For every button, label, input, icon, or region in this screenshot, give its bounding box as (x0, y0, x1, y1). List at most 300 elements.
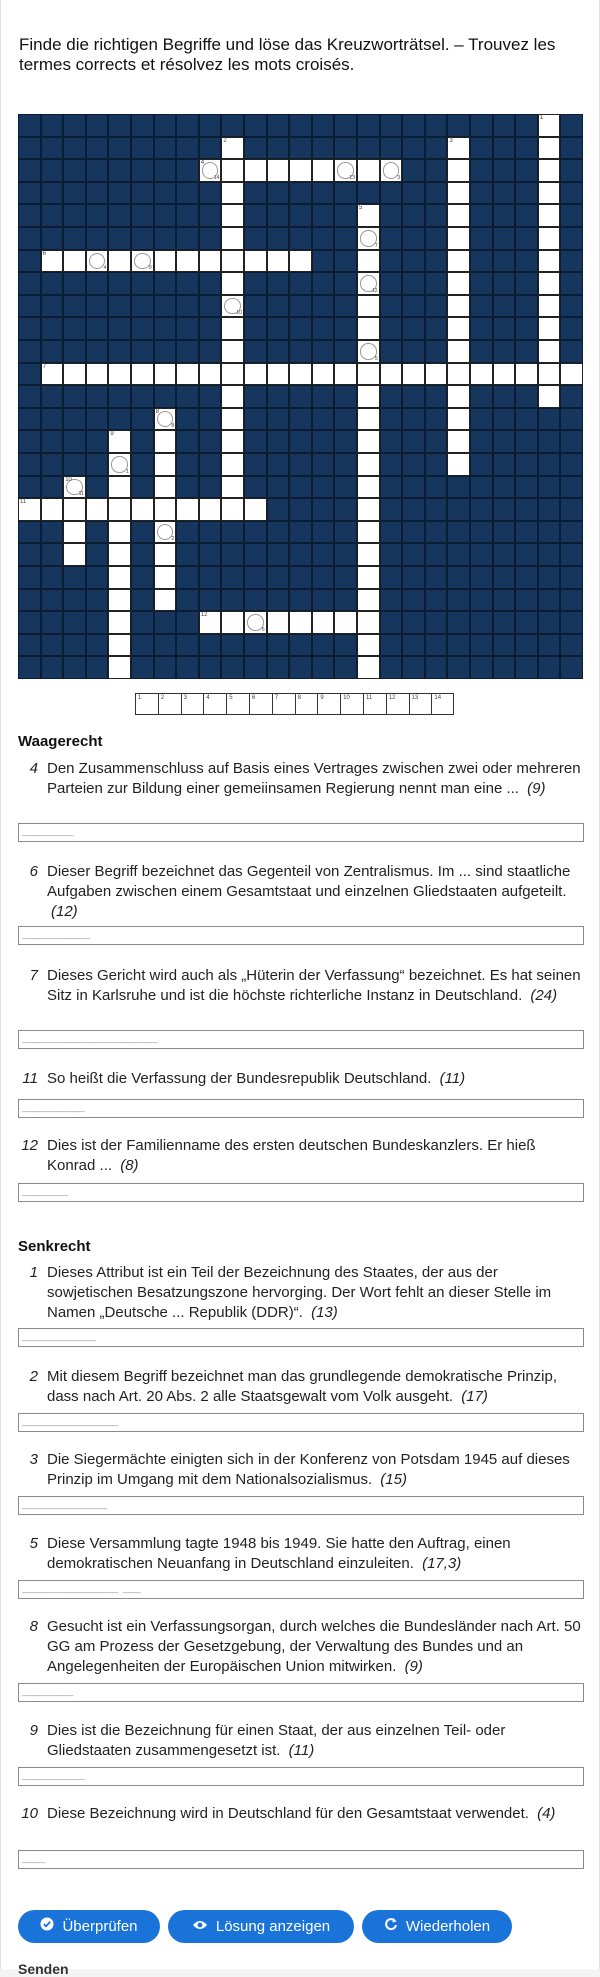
grid-cell-blocked (402, 611, 425, 634)
grid-cell-input[interactable] (289, 250, 312, 273)
grid-cell-input[interactable] (244, 498, 267, 521)
grid-cell-blocked (244, 566, 267, 589)
grid-cell-blocked (289, 430, 312, 453)
grid-cell-input[interactable] (357, 227, 380, 250)
grid-cell-input[interactable] (221, 204, 244, 227)
grid-cell-input[interactable] (357, 543, 380, 566)
grid-cell-input[interactable] (357, 250, 380, 273)
grid-cell-input[interactable] (108, 611, 131, 634)
clue-length: (9) (404, 1658, 423, 1675)
grid-cell-input[interactable] (493, 363, 516, 386)
grid-cell-input[interactable] (108, 476, 131, 499)
grid-cell-blocked (199, 137, 222, 160)
clue-item (18, 1263, 584, 1344)
solution-box[interactable] (272, 693, 295, 715)
grid-cell-input[interactable] (244, 159, 267, 182)
grid-cell-blocked (176, 340, 199, 363)
grid-cell-blocked (63, 295, 86, 318)
clue-number: 12 (21, 1137, 38, 1154)
grid-cell-blocked (538, 430, 561, 453)
grid-cell-blocked (425, 498, 448, 521)
grid-cell-input[interactable] (176, 250, 199, 273)
grid-cell-input[interactable] (447, 227, 470, 250)
answer-placeholder: ____________ (22, 930, 90, 942)
grid-cell-input[interactable] (447, 204, 470, 227)
grid-cell-blocked (86, 611, 109, 634)
grid-cell-blocked (199, 295, 222, 318)
grid-cell-input[interactable] (154, 250, 177, 273)
solution-box-number: 7 (274, 695, 279, 701)
grid-cell-input[interactable] (538, 137, 561, 160)
grid-cell-blocked (18, 272, 41, 295)
grid-cell-input[interactable] (538, 272, 561, 295)
grid-cell-input[interactable] (357, 566, 380, 589)
grid-cell-input[interactable] (447, 363, 470, 386)
grid-cell-input[interactable] (108, 589, 131, 612)
grid-cell-input[interactable] (538, 295, 561, 318)
grid-cell-input[interactable] (380, 159, 403, 182)
grid-cell-input[interactable] (267, 363, 290, 386)
grid-cell-input[interactable] (470, 363, 493, 386)
grid-cell-input[interactable] (86, 250, 109, 273)
grid-cell-blocked (402, 498, 425, 521)
grid-cell-input[interactable] (357, 611, 380, 634)
grid-cell-blocked (154, 295, 177, 318)
grid-cell-blocked (538, 589, 561, 612)
grid-cell-input[interactable] (357, 521, 380, 544)
grid-cell-input[interactable] (425, 363, 448, 386)
answer-input[interactable] (18, 1767, 584, 1786)
answer-input[interactable] (18, 1580, 584, 1599)
grid-cell-input[interactable] (221, 272, 244, 295)
clue-text (47, 862, 584, 922)
grid-cell-input[interactable] (176, 498, 199, 521)
grid-cell-input[interactable] (63, 476, 86, 499)
grid-cell-blocked (334, 340, 357, 363)
grid-cell-input[interactable] (357, 634, 380, 657)
grid-cell-blocked (267, 227, 290, 250)
answer-input[interactable] (18, 823, 584, 842)
grid-cell-input[interactable] (154, 498, 177, 521)
grid-cell-input[interactable] (447, 250, 470, 273)
grid-cell-blocked (470, 656, 493, 679)
grid-cell-blocked (221, 634, 244, 657)
grid-cell-input[interactable] (357, 317, 380, 340)
grid-cell-input[interactable] (447, 317, 470, 340)
grid-cell-blocked (402, 385, 425, 408)
grid-cell-blocked (18, 476, 41, 499)
grid-cell-input[interactable] (221, 430, 244, 453)
grid-cell-input[interactable] (447, 340, 470, 363)
grid-cell-blocked (176, 272, 199, 295)
grid-cell-input[interactable] (244, 250, 267, 273)
grid-cell-blocked (63, 204, 86, 227)
grid-cell-input[interactable] (357, 340, 380, 363)
grid-cell-input[interactable] (221, 137, 244, 160)
grid-cell-blocked (538, 498, 561, 521)
grid-cell-input[interactable] (154, 543, 177, 566)
solution-box[interactable] (295, 693, 318, 715)
grid-cell-input[interactable] (199, 159, 222, 182)
grid-cell-blocked (560, 385, 583, 408)
grid-cell-blocked (267, 340, 290, 363)
grid-cell-blocked (108, 204, 131, 227)
answer-placeholder: ________________________ (22, 1034, 157, 1046)
grid-cell-input[interactable] (199, 611, 222, 634)
grid-cell-blocked (176, 543, 199, 566)
grid-cell-blocked (560, 611, 583, 634)
solution-box[interactable] (249, 693, 272, 715)
grid-cell-blocked (18, 204, 41, 227)
solution-box-number: 5 (229, 695, 233, 701)
grid-cell-blocked (267, 182, 290, 205)
grid-cell-blocked (18, 340, 41, 363)
grid-cell-input[interactable] (86, 363, 109, 386)
clue-number: 4 (200, 160, 205, 167)
grid-cell-input[interactable] (199, 363, 222, 386)
grid-cell-blocked (244, 182, 267, 205)
grid-cell-input[interactable] (447, 137, 470, 160)
grid-cell-blocked (63, 453, 86, 476)
grid-cell-input[interactable] (221, 453, 244, 476)
clue-number: 8 (29, 1618, 38, 1635)
grid-cell-blocked (244, 656, 267, 679)
grid-cell-blocked (289, 476, 312, 499)
grid-cell-input[interactable] (267, 611, 290, 634)
grid-cell-input[interactable] (154, 453, 177, 476)
grid-cell-input[interactable] (357, 272, 380, 295)
grid-cell-blocked (493, 114, 516, 137)
grid-cell-input[interactable] (312, 611, 335, 634)
grid-cell-blocked (86, 408, 109, 431)
grid-cell-blocked (425, 114, 448, 137)
grid-cell-blocked (18, 543, 41, 566)
answer-input[interactable] (18, 1850, 584, 1869)
grid-cell-blocked (221, 521, 244, 544)
grid-cell-input[interactable] (154, 363, 177, 386)
grid-cell-input[interactable] (41, 363, 64, 386)
grid-cell-blocked (63, 634, 86, 657)
grid-cell-input[interactable] (447, 295, 470, 318)
grid-cell-blocked (515, 227, 538, 250)
grid-cell-blocked (425, 385, 448, 408)
answer-input[interactable] (18, 1183, 584, 1202)
grid-cell-input[interactable] (86, 498, 109, 521)
clue-length: (12) (51, 903, 78, 920)
grid-cell-blocked (86, 204, 109, 227)
grid-cell-input[interactable] (267, 250, 290, 273)
solution-box-number: 11 (365, 695, 373, 701)
grid-cell-blocked (380, 340, 403, 363)
clue-number: 10 (21, 1805, 38, 1822)
grid-cell-input[interactable] (244, 611, 267, 634)
clue-length: (9) (527, 780, 546, 797)
grid-cell-input[interactable] (538, 317, 561, 340)
grid-cell-input[interactable] (538, 250, 561, 273)
grid-cell-input[interactable] (402, 363, 425, 386)
grid-cell-input[interactable] (334, 159, 357, 182)
clue-length: (24) (530, 987, 558, 1004)
grid-cell-blocked (493, 340, 516, 363)
grid-cell-blocked (244, 272, 267, 295)
grid-cell-input[interactable] (176, 363, 199, 386)
grid-cell-input[interactable] (154, 589, 177, 612)
grid-cell-input[interactable] (357, 498, 380, 521)
grid-cell-input[interactable] (131, 363, 154, 386)
grid-cell-input[interactable] (357, 385, 380, 408)
grid-cell-blocked (199, 408, 222, 431)
grid-cell-blocked (560, 204, 583, 227)
grid-cell-input[interactable] (312, 363, 335, 386)
grid-cell-input[interactable] (221, 317, 244, 340)
grid-cell-input[interactable] (357, 363, 380, 386)
grid-cell-blocked (41, 611, 64, 634)
grid-cell-input[interactable] (447, 453, 470, 476)
clue-item (18, 759, 584, 839)
grid-cell-input[interactable] (357, 476, 380, 499)
grid-cell-input[interactable] (538, 227, 561, 250)
grid-cell-input[interactable] (289, 159, 312, 182)
grid-cell-blocked (267, 656, 290, 679)
solution-box[interactable] (158, 693, 181, 715)
grid-cell-blocked (560, 159, 583, 182)
grid-cell-input[interactable] (221, 159, 244, 182)
grid-cell-input[interactable] (357, 204, 380, 227)
grid-cell-input[interactable] (447, 272, 470, 295)
grid-cell-blocked (199, 476, 222, 499)
solution-box[interactable] (317, 693, 340, 715)
solution-box[interactable] (135, 693, 158, 715)
grid-cell-input[interactable] (380, 363, 403, 386)
grid-cell-blocked (221, 543, 244, 566)
grid-cell-blocked (267, 476, 290, 499)
grid-cell-blocked (267, 453, 290, 476)
grid-cell-blocked (515, 634, 538, 657)
grid-cell-blocked (470, 453, 493, 476)
grid-cell-input[interactable] (515, 363, 538, 386)
grid-cell-blocked (470, 317, 493, 340)
grid-cell-input[interactable] (221, 476, 244, 499)
grid-cell-input[interactable] (41, 498, 64, 521)
solution-box-number: 6 (251, 695, 256, 701)
grid-cell-blocked (334, 204, 357, 227)
grid-cell-blocked (41, 634, 64, 657)
grid-cell-input[interactable] (108, 363, 131, 386)
check-button[interactable] (18, 1910, 160, 1943)
clue-number: 1 (29, 1264, 38, 1281)
solution-letter-number: 1 (126, 468, 129, 475)
grid-cell-input[interactable] (108, 521, 131, 544)
grid-cell-blocked (41, 430, 64, 453)
grid-cell-blocked (244, 385, 267, 408)
solution-box[interactable] (409, 693, 432, 715)
solution-box[interactable] (181, 693, 204, 715)
clue-number: 8 (155, 408, 159, 415)
grid-cell-input[interactable] (538, 363, 561, 386)
grid-cell-input[interactable] (538, 114, 561, 137)
grid-cell-blocked (18, 566, 41, 589)
grid-cell-blocked (470, 408, 493, 431)
grid-cell-blocked (402, 566, 425, 589)
solution-box[interactable] (431, 693, 454, 715)
grid-cell-input[interactable] (221, 385, 244, 408)
grid-cell-input[interactable] (199, 250, 222, 273)
grid-cell-input[interactable] (154, 430, 177, 453)
grid-cell-blocked (470, 611, 493, 634)
grid-cell-input[interactable] (289, 363, 312, 386)
grid-cell-blocked (380, 566, 403, 589)
solution-box[interactable] (386, 693, 409, 715)
grid-cell-blocked (334, 566, 357, 589)
grid-cell-blocked (176, 137, 199, 160)
grid-cell-input[interactable] (289, 611, 312, 634)
grid-cell-input[interactable] (221, 227, 244, 250)
grid-cell-input[interactable] (131, 498, 154, 521)
grid-cell-blocked (199, 385, 222, 408)
grid-cell-input[interactable] (108, 430, 131, 453)
grid-cell-input[interactable] (41, 250, 64, 273)
grid-cell-input[interactable] (357, 656, 380, 679)
grid-cell-input[interactable] (447, 159, 470, 182)
grid-cell-blocked (86, 227, 109, 250)
grid-cell-input[interactable] (221, 363, 244, 386)
grid-cell-input[interactable] (154, 476, 177, 499)
grid-cell-input[interactable] (357, 589, 380, 612)
clue-description: Diese Bezeichnung wird in Deutschland für den Gesamtstaat verwendet. (47, 1805, 534, 1822)
grid-cell-blocked (493, 589, 516, 612)
grid-cell-blocked (154, 137, 177, 160)
solution-box[interactable] (226, 693, 249, 715)
grid-cell-input[interactable] (538, 159, 561, 182)
grid-cell-input[interactable] (221, 295, 244, 318)
grid-cell-input[interactable] (334, 611, 357, 634)
show-solution-button[interactable] (168, 1910, 354, 1943)
grid-cell-input[interactable] (108, 498, 131, 521)
grid-cell-blocked (470, 589, 493, 612)
grid-cell-input[interactable] (108, 453, 131, 476)
grid-cell-input[interactable] (221, 340, 244, 363)
grid-cell-blocked (18, 521, 41, 544)
answer-input[interactable] (18, 1496, 584, 1515)
grid-cell-input[interactable] (357, 159, 380, 182)
clue-length: (13) (311, 1304, 338, 1321)
solution-box[interactable] (340, 693, 363, 715)
grid-cell-input[interactable] (154, 521, 177, 544)
clue-description: Diese Versammlung tagte 1948 bis 1949. Sie hatte den Auftrag, einen demokratischen Neuanfang in Deutschland einzuleiten. (47, 1535, 511, 1572)
clue-number: 1 (539, 115, 544, 121)
grid-cell-input[interactable] (538, 340, 561, 363)
grid-cell-input[interactable] (221, 250, 244, 273)
grid-cell-input[interactable] (334, 363, 357, 386)
grid-cell-blocked (380, 634, 403, 657)
grid-cell-input[interactable] (63, 543, 86, 566)
grid-cell-blocked (312, 566, 335, 589)
grid-cell-blocked (289, 137, 312, 160)
grid-cell-input[interactable] (63, 250, 86, 273)
grid-cell-input[interactable] (221, 611, 244, 634)
grid-cell-blocked (538, 611, 561, 634)
grid-cell-input[interactable] (560, 363, 583, 386)
grid-cell-blocked (63, 272, 86, 295)
grid-cell-input[interactable] (538, 385, 561, 408)
grid-cell-input[interactable] (221, 498, 244, 521)
grid-cell-input[interactable] (357, 430, 380, 453)
answer-input[interactable] (18, 1328, 584, 1347)
grid-cell-blocked (108, 182, 131, 205)
answer-input[interactable] (18, 926, 584, 945)
grid-cell-input[interactable] (221, 182, 244, 205)
grid-cell-input[interactable] (108, 543, 131, 566)
grid-cell-input[interactable] (63, 521, 86, 544)
grid-cell-input[interactable] (538, 182, 561, 205)
grid-cell-input[interactable] (538, 204, 561, 227)
footer-label: Senden (18, 1961, 69, 1977)
solution-box[interactable] (363, 693, 386, 715)
solution-box-number: 9 (320, 695, 324, 701)
answer-input[interactable] (18, 1099, 584, 1118)
grid-cell-blocked (334, 272, 357, 295)
grid-cell-input[interactable] (447, 385, 470, 408)
grid-cell-input[interactable] (108, 634, 131, 657)
solution-box[interactable] (203, 693, 226, 715)
grid-cell-input[interactable] (108, 566, 131, 589)
grid-cell-input[interactable] (447, 408, 470, 431)
clue-description: Den Zusammenschluss auf Basis eines Vertrages zwischen zwei oder mehreren Parteien zur Bildung einer gemeiinsamen Regierung nennt man eine ... (47, 760, 581, 797)
grid-cell-input[interactable] (221, 408, 244, 431)
grid-cell-input[interactable] (312, 159, 335, 182)
answer-input[interactable] (18, 1683, 584, 1702)
answer-input[interactable] (18, 1413, 584, 1432)
retry-button[interactable] (362, 1910, 512, 1943)
grid-cell-input[interactable] (18, 498, 41, 521)
grid-cell-input[interactable] (108, 656, 131, 679)
grid-cell-blocked (402, 543, 425, 566)
grid-cell-input[interactable] (63, 498, 86, 521)
grid-cell-blocked (176, 385, 199, 408)
grid-cell-input[interactable] (154, 566, 177, 589)
grid-cell-blocked (176, 453, 199, 476)
grid-cell-input[interactable] (357, 408, 380, 431)
solution-letter-number: 4 (103, 265, 107, 272)
grid-cell-blocked (131, 227, 154, 250)
grid-cell-input[interactable] (131, 250, 154, 273)
grid-cell-input[interactable] (357, 295, 380, 318)
grid-cell-blocked (493, 611, 516, 634)
grid-cell-blocked (470, 159, 493, 182)
clue-description: Dieser Begriff bezeichnet das Gegenteil von Zentralismus. Im ... sind staatliche Aufgaben zwischen einem Gesamtstaat und einzelnen Gliedstaaten aufgeteilt. (47, 863, 571, 900)
grid-cell-blocked (447, 476, 470, 499)
grid-cell-input[interactable] (447, 430, 470, 453)
grid-cell-blocked (380, 543, 403, 566)
grid-cell-blocked (515, 114, 538, 137)
grid-cell-blocked (425, 634, 448, 657)
grid-cell-input[interactable] (267, 159, 290, 182)
answer-placeholder: _________ (22, 827, 73, 839)
grid-cell-blocked (560, 340, 583, 363)
grid-cell-input[interactable] (447, 182, 470, 205)
answer-input[interactable] (18, 1030, 584, 1049)
grid-cell-input[interactable] (199, 498, 222, 521)
grid-cell-blocked (221, 656, 244, 679)
grid-cell-blocked (493, 634, 516, 657)
grid-cell-input[interactable] (357, 453, 380, 476)
grid-cell-blocked (560, 227, 583, 250)
grid-cell-input[interactable] (244, 363, 267, 386)
grid-cell-input[interactable] (154, 408, 177, 431)
grid-cell-input[interactable] (63, 363, 86, 386)
grid-cell-input[interactable] (108, 250, 131, 273)
grid-cell-blocked (447, 498, 470, 521)
